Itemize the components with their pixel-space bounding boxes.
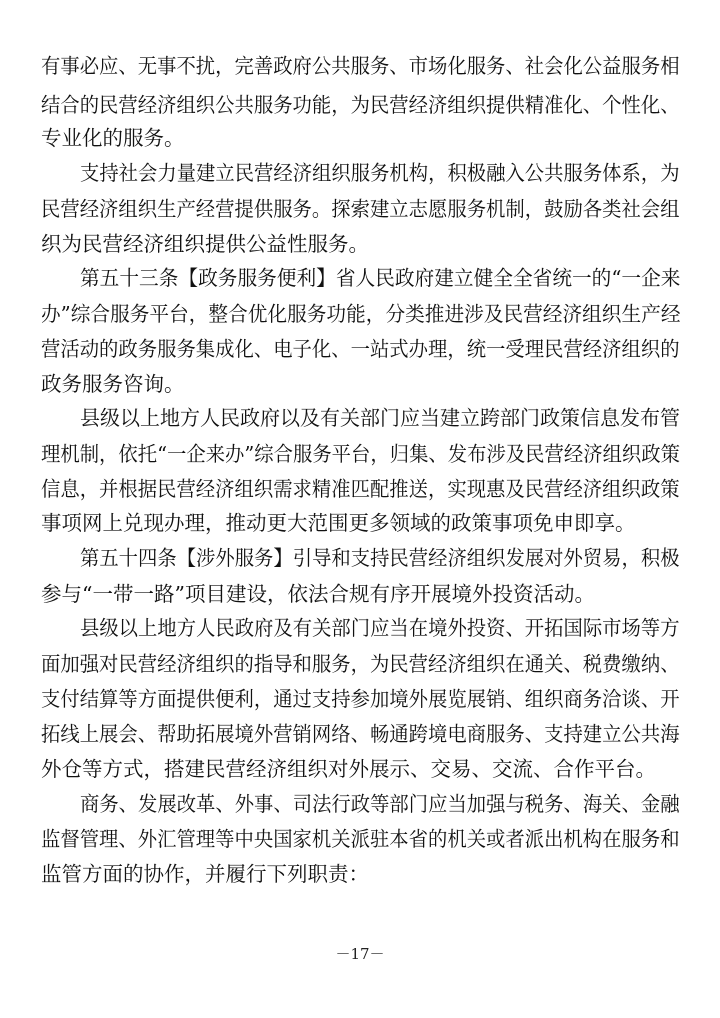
text-line: 织为民营经济组织提供公益性服务。: [41, 232, 369, 256]
text-line: 专业化的服务。: [41, 126, 185, 150]
article-heading-line: 第五十三条【政务服务便利】省人民政府建立健全全省统一的“一企来: [80, 266, 681, 290]
text-line: 政务服务咨询。: [41, 372, 185, 396]
text-line: 监管方面的协作，并履行下列职责：: [41, 862, 369, 886]
text-line: 县级以上地方人民政府及有关部门应当在境外投资、开拓国际市场等方: [80, 616, 680, 640]
text-line: 拓线上展会、帮助拓展境外营销网络、畅通跨境电商服务、支持建立公共海: [41, 722, 680, 746]
text-line: 办”综合服务平台，整合优化服务功能，分类推进涉及民营经济组织生产经: [41, 302, 681, 326]
text-line: 支持社会力量建立民营经济组织服务机构，积极融入公共服务体系，为: [80, 161, 680, 185]
text-line: 外仓等方式，搭建民营经济组织对外展示、交易、交流、合作平台。: [41, 757, 656, 781]
text-line: 县级以上地方人民政府以及有关部门应当建立跨部门政策信息发布管: [80, 406, 680, 430]
text-line: 营活动的政务服务集成化、电子化、一站式办理，统一受理民营经济组织的: [41, 337, 680, 361]
text-line: 信息，并根据民营经济组织需求精准匹配推送，实现惠及民营经济组织政策: [41, 477, 680, 501]
text-line: 面加强对民营经济组织的指导和服务，为民营经济组织在通关、税费缴纳、: [41, 652, 680, 676]
text-line: 理机制，依托“一企来办”综合服务平台，归集、发布涉及民营经济组织政策: [41, 442, 680, 466]
page-number: －17－: [335, 945, 385, 963]
text-line: 商务、发展改革、外事、司法行政等部门应当加强与税务、海关、金融: [80, 792, 680, 816]
text-line: 参与“一带一路”项目建设，依法合规有序开展境外投资活动。: [41, 582, 595, 606]
text-line: 支付结算等方面提供便利，通过支持参加境外展览展销、组织商务洽谈、开: [41, 687, 680, 711]
article-heading-line: 第五十四条【涉外服务】引导和支持民营经济组织发展对外贸易，积极: [80, 546, 680, 570]
text-line: 结合的民营经济组织公共服务功能，为民营经济组织提供精准化、个性化、: [41, 93, 680, 117]
text-line: 监督管理、外汇管理等中央国家机关派驻本省的机关或者派出机构在服务和: [41, 827, 680, 851]
text-line: 有事必应、无事不扰，完善政府公共服务、市场化服务、社会化公益服务相: [41, 54, 680, 78]
text-line: 民营经济组织生产经营提供服务。探索建立志愿服务机制，鼓励各类社会组: [41, 197, 680, 221]
text-line: 事项网上兑现办理，推动更大范围更多领域的政策事项免申即享。: [41, 511, 636, 535]
